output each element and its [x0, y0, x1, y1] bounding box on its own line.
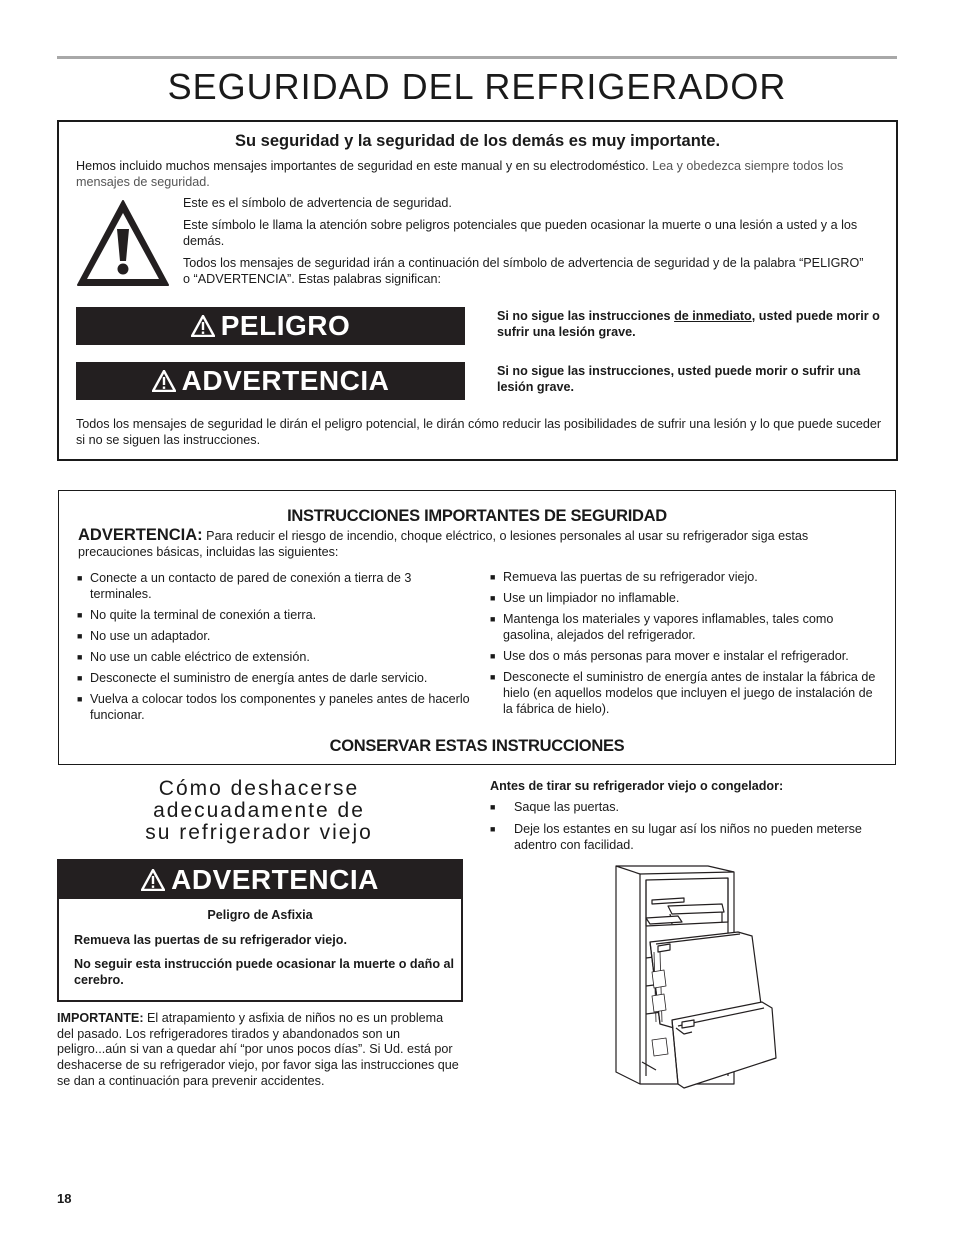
important-instructions-box — [58, 490, 896, 765]
safety-intro-gray: Lea y obedezca siempre todos los mensajes de seguridad. — [76, 159, 844, 189]
advertencia-label: ADVERTENCIA — [171, 864, 379, 895]
peligro-label: PELIGRO — [220, 310, 351, 341]
warning-consequence: No seguir esta instrucción puede ocasionar la muerte o daño al cerebro. — [74, 957, 455, 987]
alert-triangle-icon — [152, 370, 176, 392]
de-inmediato-underline: de inmediato — [674, 309, 752, 323]
list-item: ■ Remueva las puertas de su refrigerador viejo. — [490, 569, 885, 585]
safety-message-box — [57, 120, 898, 461]
importante-paragraph — [57, 1011, 462, 1090]
page-number: 18 — [57, 1191, 72, 1206]
safety-intro-main: Hemos incluido muchos mensajes importantes de seguridad en este manual y en su electrodoméstico. — [76, 159, 649, 173]
list-item: ■ Use un limpiador no inflamable. — [490, 590, 885, 606]
advertencia-description: Si no sigue las instrucciones, usted puede morir o sufrir una lesión grave. — [497, 364, 861, 394]
list-item: ■ Vuelva a colocar todos los componentes y paneles antes de hacerlo funcionar. — [77, 691, 472, 723]
list-item: ■ No use un adaptador. — [77, 628, 472, 644]
instructions-heading: INSTRUCCIONES IMPORTANTES DE SEGURIDAD — [287, 507, 667, 525]
suffocation-warning-box — [57, 859, 463, 1002]
warning-action: Remueva las puertas de su refrigerador viejo. — [74, 933, 347, 947]
symbol-line-1: Este es el símbolo de advertencia de seguridad. — [183, 196, 452, 210]
advertencia-label: ADVERTENCIA — [181, 365, 390, 396]
list-item: ■ No quite la terminal de conexión a tierra. — [77, 607, 472, 623]
instructions-list-right — [490, 569, 885, 722]
warning-hazard: Peligro de Asfixia — [207, 908, 313, 922]
disposal-title — [57, 778, 461, 844]
symbol-line-3: Todos los mensajes de seguridad irán a continuación del símbolo de advertencia de seguridad y de la palabra “PELIGRO” o “ADVERTENCIA”. Estas palabras significan: — [183, 256, 864, 286]
advertencia-banner — [76, 362, 465, 400]
warning-triangle-icon — [76, 199, 170, 287]
before-disposal-list — [490, 799, 900, 859]
list-item: ■ Saque las puertas. — [490, 799, 900, 815]
alert-triangle-icon — [191, 315, 215, 337]
safety-heading: Su seguridad y la seguridad de los demás es muy importante. — [234, 132, 721, 150]
refrigerator-doors-removed-illustration — [612, 862, 778, 1092]
list-item: ■ Desconecte el suministro de energía antes de instalar la fábrica de hielo (en aquellos modelos que incluyen el juego de instalación de la fábrica de hielo). — [490, 669, 885, 717]
alert-triangle-icon — [141, 869, 165, 891]
advertencia-inline-label: ADVERTENCIA: — [78, 526, 203, 544]
instructions-footer: CONSERVAR ESTAS INSTRUCCIONES — [329, 737, 625, 755]
instructions-intro-text: Para reducir el riesgo de incendio, choque eléctrico, o lesiones personales al usar su refrigerador siga estas precauciones básicas, incluidas las siguientes: — [78, 529, 809, 559]
advertencia-banner — [59, 861, 461, 899]
list-item: ■ Desconecte el suministro de energía antes de darle servicio. — [77, 670, 472, 686]
peligro-banner — [76, 307, 465, 345]
instructions-intro — [78, 527, 883, 560]
instructions-list-left — [77, 570, 472, 728]
peligro-description: Si no sigue las instrucciones de inmediato, usted puede morir o sufrir una lesión grave. — [497, 309, 880, 339]
disposal-title-line-1: Cómo deshacerse — [158, 777, 360, 800]
disposal-title-line-2: adecuadamente de — [153, 799, 365, 822]
before-disposal-heading: Antes de tirar su refrigerador viejo o congelador: — [490, 779, 784, 793]
list-item: ■ Deje los estantes en su lugar así los niños no pueden meterse adentro con facilidad. — [490, 821, 900, 853]
safety-footer: Todos los mensajes de seguridad le dirán el peligro potencial, le dirán cómo reducir las posibilidades de sufrir una lesión y lo que puede suceder si no se siguen las instrucciones. — [76, 417, 882, 447]
safety-intro — [76, 158, 881, 190]
symbol-line-2: Este símbolo le llama la atención sobre peligros potenciales que pueden ocasionar la muerte o una lesión a usted y a los demás. — [183, 218, 858, 248]
list-item: ■ Mantenga los materiales y vapores inflamables, tales como gasolina, alejados del refrigerador. — [490, 611, 885, 643]
page-title: SEGURIDAD DEL REFRIGERADOR — [167, 66, 787, 107]
importante-label: IMPORTANTE: — [57, 1011, 144, 1025]
top-rule — [57, 56, 897, 59]
list-item: ■ Conecte a un contacto de pared de conexión a tierra de 3 terminales. — [77, 570, 472, 602]
list-item: ■ Use dos o más personas para mover e instalar el refrigerador. — [490, 648, 885, 664]
list-item: ■ No use un cable eléctrico de extensión. — [77, 649, 472, 665]
disposal-title-line-3: su refrigerador viejo — [145, 821, 373, 844]
importante-text: El atrapamiento y asfixia de niños no es un problema del pasado. Los refrigeradores tirados y abandonados son un peligro...aún si van a quedar ahí “por unos pocos días”. Si Ud. está por deshacerse de su refrigerador viejo, por favor siga las instrucciones que se dan a continuación para prevenir accidentes. — [57, 1011, 459, 1088]
